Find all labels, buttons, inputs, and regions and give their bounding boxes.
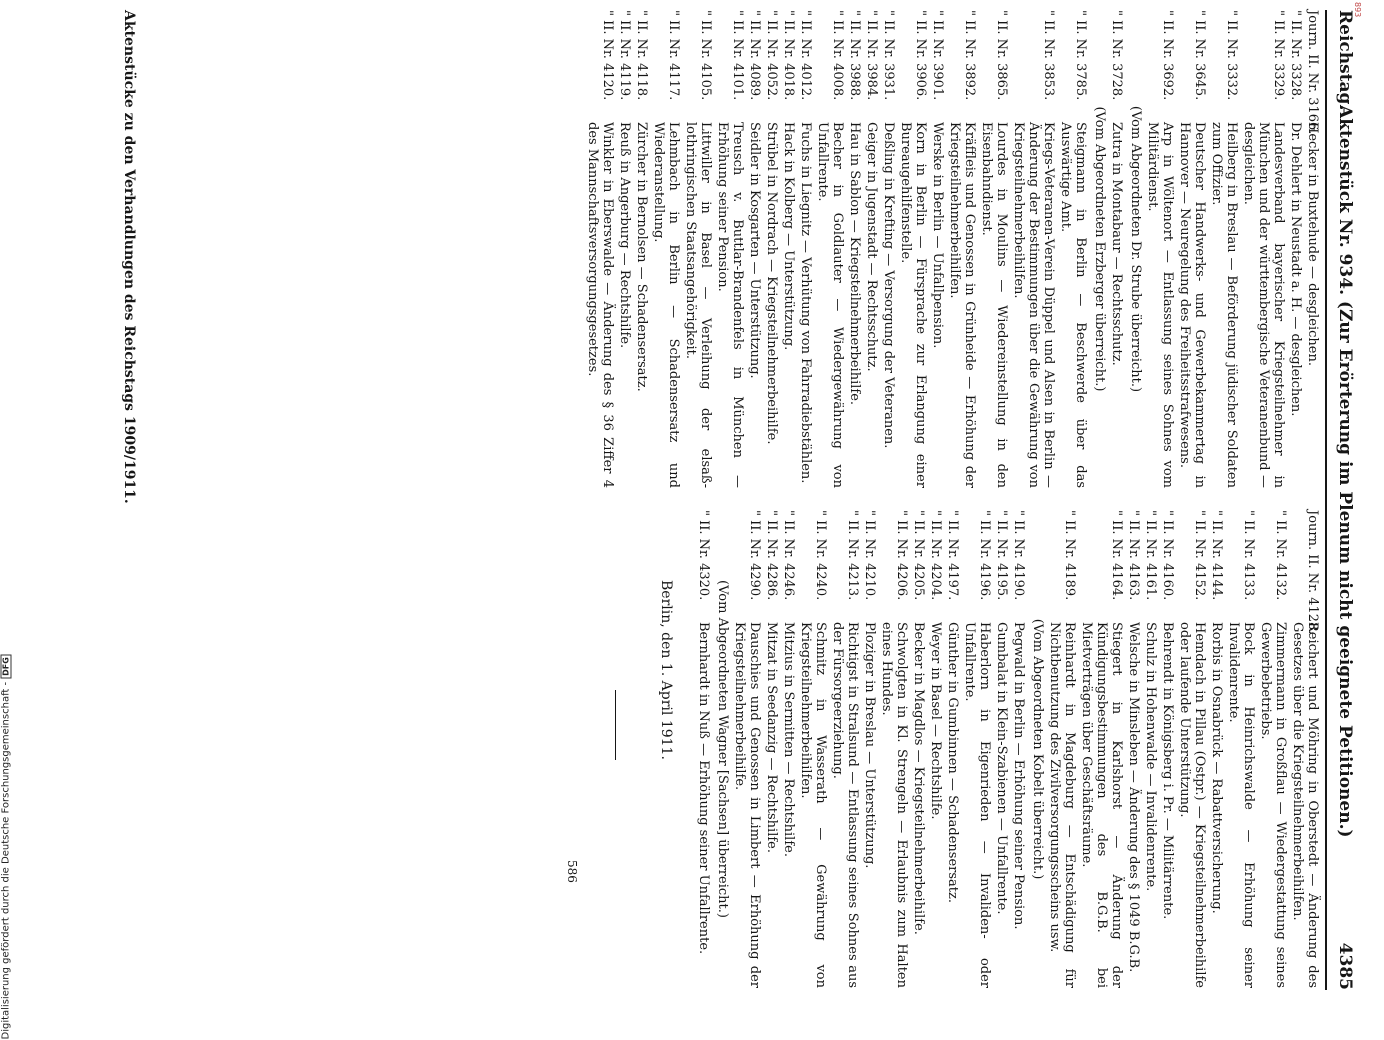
petition-text: Littwiller in Basel — Verleihung der elsaß-lothringischen Staatsangehörigkeit. <box>683 122 713 488</box>
journal-number: " II. Nr. 3332. <box>1224 10 1239 101</box>
petition-text: Reinhardt in Magdeburg — Entschädigung für Nichtbenutzung des Zivilversorgungsscheins usw. <box>1047 622 1077 988</box>
petition-text: Treusch v. Buttlar-Brandenfels in München — Erhöhung seiner Pension. <box>715 122 745 488</box>
petition-text: Dauschies und Genossen in Limbert — Erhöhung der Kriegsteilnehmerbeihilfe. <box>732 622 762 988</box>
header-title: Aktenstück Nr. 934. (Zur Erörterung im Plenum nicht geeignete Petitionen.) <box>1335 105 1355 838</box>
petition-text: Schmitz in Wasserath — Gewährung von Kriegsteilnehmerbeihilfen. <box>798 622 828 988</box>
petition-entry <box>947 10 977 488</box>
petition-entry <box>1226 510 1256 988</box>
petition-entry <box>962 510 992 988</box>
petition-entry <box>1258 510 1288 988</box>
petition-text: Mitzius in Sermitten — Rechtshilfe. <box>781 622 796 857</box>
digitization-note <box>1 555 15 1040</box>
petition-entry <box>1209 510 1224 988</box>
journal-number: " II. Nr. 4196. <box>977 510 992 601</box>
digitization-text: Digitalisierung gefördert durch die Deutsche Forschungsgemeinschaft - <box>0 681 12 1040</box>
petition-entry <box>1305 10 1320 488</box>
petition-entry <box>1177 510 1207 988</box>
journal-number: " II. Nr. 3785. <box>1073 10 1088 101</box>
petition-text: Winkler in Eberswalde — Änderung des § 36 Ziffer 4 des Mannschaftsversorgungsgesetzes. <box>585 122 615 488</box>
petition-text: Zimmermann in Großflau — Wiedergestattung seines Gewerbebetriebs. <box>1258 622 1288 988</box>
petition-entry <box>651 10 681 488</box>
petition-text: Geiger in Jugenstadt — Rechtsschutz. <box>864 122 879 372</box>
page-header <box>1327 10 1355 990</box>
journal-number: " II. Nr. 4101. <box>730 10 745 101</box>
journal-number: " II. Nr. 4052. <box>764 10 779 101</box>
petition-entry <box>1079 510 1124 988</box>
journal-number: " II. Nr. 4008. <box>830 10 845 101</box>
petition-text: Fuchs in Liegnitz — Verhütung von Fahrradiebstählen. <box>798 122 813 484</box>
journal-number: " II. Nr. 4117. <box>666 10 681 101</box>
petition-entry <box>862 510 877 988</box>
petition-text: Hack in Kolberg — Unterstützung. <box>781 122 796 351</box>
rotated-page <box>85 10 1355 990</box>
presenter-note: (Vom Abgeordneten Erzberger überreicht.) <box>1092 106 1107 392</box>
petition-text: Werske in Berlin — Unfallpension. <box>930 122 945 349</box>
journal-number: " II. Nr. 4320. <box>696 510 711 601</box>
journal-number: " II. Nr. 4132. <box>1273 510 1288 601</box>
journal-number: " II. Nr. 4161. <box>1143 510 1158 601</box>
petition-text: Schwolgten in Kl. Strengeln — Erlaubnis zum Halten eines Hundes. <box>879 622 909 988</box>
petition-text: Behrendt in Königsberg i. Pr. — Militärrente. <box>1160 622 1175 920</box>
petition-text: Stiegert in Karlshorst — Änderung der Kündigungsbestimmungen des B.G.B. bei Mietverträgen über Geschäftsräume. <box>1079 622 1124 988</box>
right-column <box>565 510 1320 988</box>
journal-number: " II. Nr. 3931. <box>881 10 896 101</box>
petition-text: Gumbalat in Klein-Szabienen — Unfallrente. <box>994 622 1009 915</box>
journal-number: " II. Nr. 3988. <box>847 10 862 101</box>
left-column <box>583 10 1320 488</box>
petition-entry <box>830 510 860 988</box>
petition-entry <box>1209 10 1239 488</box>
petition-text: Bernhardt in Nuß — Erhöhung seiner Unfallrente. <box>696 622 711 955</box>
petition-text: Seidler in Kosgarten — Unterstützung. <box>747 122 762 379</box>
journal-number: " II. Nr. 3692. <box>1160 10 1175 101</box>
petition-entry <box>1177 10 1207 488</box>
sheet-number: 586 <box>565 860 579 883</box>
petition-text: Steigmann in Berlin — Beschwerde über das Auswärtige Amt. <box>1058 122 1088 488</box>
petition-entry <box>1058 10 1088 488</box>
petition-text: Deutscher Handwerks- und Gewerbekammertag in Hannover — Neuregelung des Freiheitsstrafwesens. <box>1177 122 1207 488</box>
journal-number: " II. Nr. 4190. <box>1011 510 1026 601</box>
petition-text: Hecker in Buxtehude — desgleichen. <box>1305 122 1320 366</box>
petition-text: Becker in Magdlos — Kriegsteilnehmerbeihilfe. <box>911 622 926 935</box>
petition-entry <box>1109 10 1124 488</box>
journal-number: " II. Nr. 4204. <box>928 510 943 601</box>
petition-text: Lehmbach in Berlin — Schadensersatz und Wiederanstellung. <box>651 122 681 488</box>
closing-date: Berlin, den 1. April 1911. <box>658 580 674 760</box>
petition-entry <box>945 510 960 988</box>
petition-entry <box>994 510 1009 988</box>
petition-entry <box>1160 510 1175 988</box>
petition-text: Zürcher in Bernolsen — Schadensersatz. <box>634 122 649 392</box>
petition-text: Zutra in Montabaur — Rechtsschutz. <box>1109 122 1124 366</box>
petition-text: Becher in Goldlauter — Wiedergewährung von Unfallrente. <box>815 122 845 488</box>
petition-text: Landesverband bayerischer Kriegsteilnehmer in München und der württembergische Veteranenbund — desgleichen. <box>1241 122 1286 488</box>
petition-entry <box>798 10 813 488</box>
petition-entry <box>879 510 909 988</box>
petition-entry <box>979 10 1009 488</box>
petition-text: Weyer in Basel — Rechtshilfe. <box>928 622 943 820</box>
journal-number: " II. Nr. 4012. <box>798 10 813 101</box>
petition-entry <box>911 510 926 988</box>
petition-entry <box>1011 10 1056 488</box>
header-left: Reichstag. <box>1335 10 1355 111</box>
petition-entry <box>1288 10 1303 488</box>
journal-number: " II. Nr. 4210. <box>862 510 877 601</box>
petition-entry <box>928 510 943 988</box>
journal-number: " II. Nr. 4144. <box>1209 510 1224 601</box>
petition-entry <box>747 10 762 488</box>
journal-number: " II. Nr. 4205. <box>911 510 926 601</box>
journal-number: " II. Nr. 4189. <box>1062 510 1077 601</box>
journal-number: " II. Nr. 3892. <box>962 10 977 101</box>
petition-entry <box>764 510 779 988</box>
petition-text: Mitzat in Seedanzig — Rechtshilfe. <box>764 622 779 853</box>
petition-entry <box>815 10 845 488</box>
petition-entry <box>781 510 796 988</box>
petition-text: Arp in Wöltenort — Entlassung seines Sohnes vom Militärdienst. <box>1145 122 1175 488</box>
header-page-number: 4385 <box>1335 942 1355 990</box>
petition-text: Hemdach in Pillau (Ostpr.) — Kriegsteilnehmerbeihilfe oder laufende Unterstützung. <box>1177 622 1207 988</box>
presenter-note: (Vom Abgeordneten Kobelt überreicht.) <box>1030 618 1045 880</box>
page-footer: Aktenstücke zu den Verhandlungen des Reichstags 1909/1911. <box>121 10 137 504</box>
petition-text: Dr. Dehlert in Neustadt a. H. — desgleichen. <box>1288 122 1303 417</box>
journal-number: " II. Nr. 4163. <box>1126 510 1141 601</box>
presenter-note: (Vom Abgeordneten Dr. Strube überreicht.) <box>1128 105 1143 393</box>
petition-entry <box>1047 510 1077 988</box>
journal-number: " II. Nr. 4206. <box>894 510 909 601</box>
journal-number: " II. Nr. 4152. <box>1192 510 1207 601</box>
journal-number: " II. Nr. 4246. <box>781 510 796 601</box>
presenter-note: (Vom Abgeordneten Wagner [Sachsen] überreicht.) <box>715 580 730 918</box>
petition-text: Ploziger in Breslau — Unterstützung. <box>862 622 877 869</box>
journal-number: " II. Nr. 4118. <box>634 10 649 101</box>
petition-entry <box>781 10 796 488</box>
petition-entry <box>617 10 632 488</box>
petition-text: Kriegs-Veteranen-Verein Düppel und Alsen in Berlin — Änderung der Bestimmungen über die Gewährung von Kriegsteilnehmerbeihilfen. <box>1011 122 1056 488</box>
petition-text: Heilberg in Breslau — Beförderung jüdischer Soldaten zum Offizier. <box>1209 122 1239 488</box>
journal-number: " II. Nr. 4133. <box>1241 510 1256 601</box>
dfg-logo: DFG <box>1 654 12 679</box>
petition-text: Richtigst in Stralsund — Entlassung seines Sohnes aus der Fürsorgeerziehung. <box>830 622 860 988</box>
petition-entry <box>930 10 945 488</box>
journal-number: " II. Nr. 4105. <box>698 10 713 101</box>
journal-number: " II. Nr. 3853. <box>1041 10 1056 101</box>
header-rule <box>1325 10 1327 990</box>
petition-text: Kräffleis und Genossen in Grünheide — Erhöhung der Kriegsteilnehmerbeihilfen. <box>947 122 977 488</box>
journal-number: Journ. II. Nr. 4128. <box>1305 510 1320 635</box>
petition-entry <box>1143 510 1158 988</box>
petition-text: Haberlorn in Eigenrieden — Invaliden- oder Unfallrente. <box>962 622 992 988</box>
petition-text: Hau in Sablon — Kriegsteilnehmerbeihilfe. <box>847 122 862 406</box>
petition-entry <box>732 510 762 988</box>
petition-entry <box>715 10 745 488</box>
journal-number: " II. Nr. 4197. <box>945 510 960 601</box>
petition-entry <box>683 10 713 488</box>
petition-entry <box>1011 510 1026 988</box>
petition-text: Lourdes in Moulins — Wiedereinstellung in den Eisenbahndienst. <box>979 122 1009 488</box>
journal-number: Journ. II. Nr. 3166. <box>1305 10 1320 135</box>
petition-entry <box>1126 510 1141 988</box>
petition-text: Strübel in Nordrach — Kriegsteilnehmerbeihilfe. <box>764 122 779 445</box>
journal-number: " II. Nr. 3328. <box>1288 10 1303 101</box>
petition-text: Reuß in Angerburg — Rechtshilfe. <box>617 122 632 349</box>
journal-number: " II. Nr. 3329. <box>1271 10 1286 101</box>
petition-entry <box>864 10 879 488</box>
journal-number: " II. Nr. 4290. <box>747 510 762 601</box>
petition-entry <box>1241 10 1286 488</box>
petition-entry <box>634 10 649 488</box>
journal-number: " II. Nr. 4089. <box>747 10 762 101</box>
right-entries <box>696 510 1320 988</box>
petition-text: Welsche in Minsleben — Änderung des § 1049 B.G.B. <box>1126 622 1141 973</box>
journal-number: " II. Nr. 4240. <box>813 510 828 601</box>
journal-number: " II. Nr. 4195. <box>994 510 1009 601</box>
petition-text: Rorbis in Osnabrück — Rabattversicherung. <box>1209 622 1224 914</box>
petition-entry <box>696 510 711 988</box>
petition-text: Deßling in Krefting — Versorgung der Veteranen. <box>881 122 896 449</box>
petition-entry <box>1290 510 1320 988</box>
petition-entry <box>798 510 828 988</box>
journal-number: " II. Nr. 3901. <box>930 10 945 101</box>
journal-number: " II. Nr. 3865. <box>994 10 1009 101</box>
journal-number: " II. Nr. 3645. <box>1192 10 1207 101</box>
petition-text: Bock in Heinrichswalde — Erhöhung seiner Invalidenrente. <box>1226 622 1256 988</box>
journal-number: " II. Nr. 4164. <box>1109 510 1124 601</box>
journal-number: " II. Nr. 3906. <box>913 10 928 101</box>
journal-number: " II. Nr. 4213. <box>845 510 860 601</box>
petition-entry <box>585 10 615 488</box>
petition-entry <box>764 10 779 488</box>
petition-text: Reichert und Möhring in Oberstedt — Änderung des Gesetzes über die Kriegsteilnehmerbeihilfen. <box>1290 622 1320 988</box>
corner-mark: 893 <box>1353 2 1362 18</box>
journal-number: " II. Nr. 4286. <box>764 510 779 601</box>
petition-entry <box>898 10 928 488</box>
journal-number: " II. Nr. 4018. <box>781 10 796 101</box>
petition-text: Pegwald in Berlin — Erhöhung seiner Pension. <box>1011 622 1026 930</box>
petition-entry <box>1145 10 1175 488</box>
petition-text: Schulz in Hohenwalde — Invalidenrente. <box>1143 622 1158 892</box>
journal-number: " II. Nr. 4160. <box>1160 510 1175 601</box>
separator-line <box>615 690 616 760</box>
journal-number: " II. Nr. 4119. <box>617 10 632 101</box>
journal-number: " II. Nr. 3984. <box>864 10 879 101</box>
journal-number: " II. Nr. 3728. <box>1109 10 1124 101</box>
petition-entry <box>847 10 862 488</box>
petition-text: Günther in Gumbinnen — Schadensersatz. <box>945 622 960 903</box>
petition-text: Korn in Berlin — Fürsprache zur Erlangung einer Bureaugehilfenstelle. <box>898 122 928 488</box>
petition-entry <box>881 10 896 488</box>
journal-number: " II. Nr. 4120. <box>600 10 615 101</box>
